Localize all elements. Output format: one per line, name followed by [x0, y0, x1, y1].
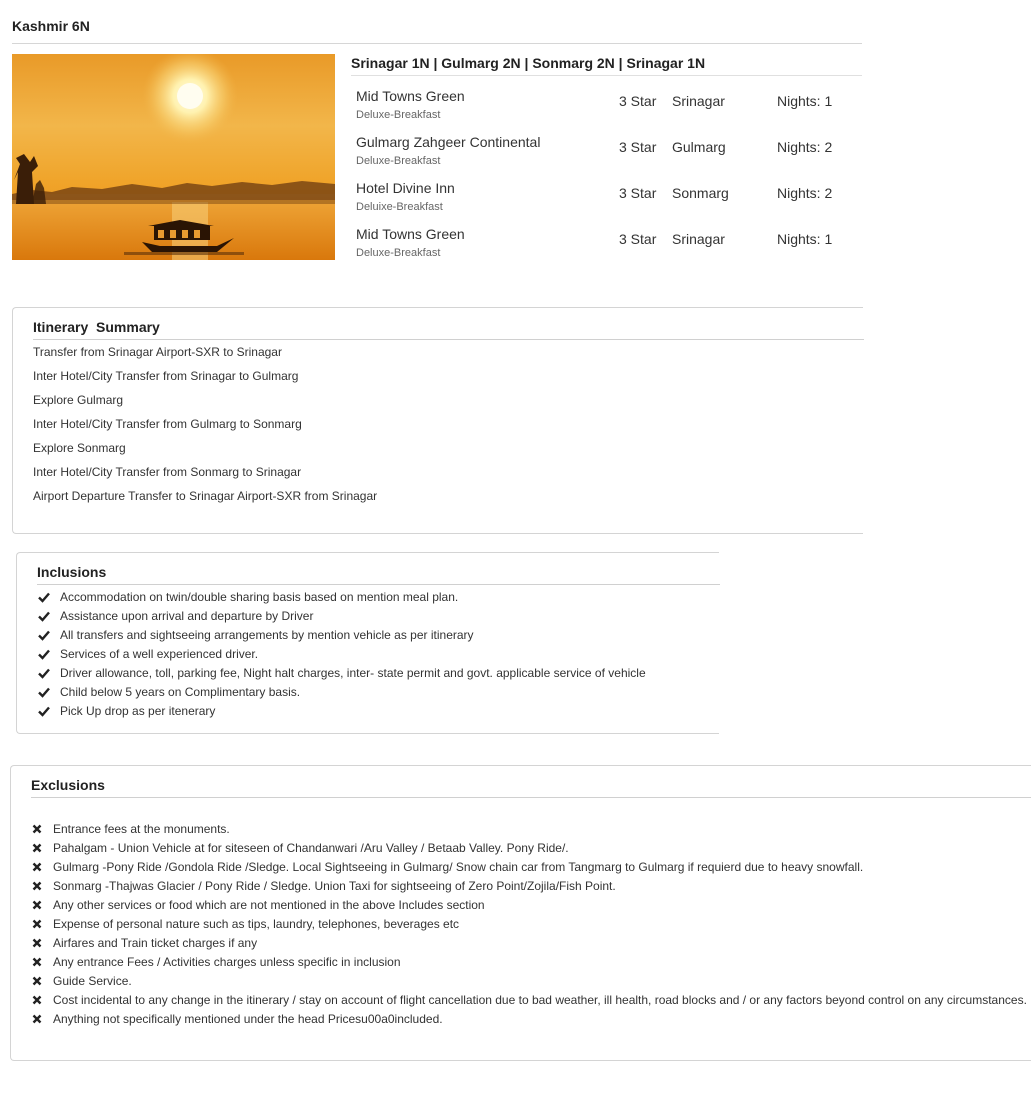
exclusion-text: Any other services or food which are not mentioned in the above Includes section	[53, 898, 485, 912]
itinerary-summary-panel	[12, 307, 863, 534]
exclusion-text: Guide Service.	[53, 974, 132, 988]
hotel-name: Hotel Divine Inn	[356, 180, 455, 196]
hotel-name: Gulmarg Zahgeer Continental	[356, 134, 541, 150]
cross-icon	[31, 918, 43, 930]
check-icon	[38, 705, 50, 717]
exclusion-text: Expense of personal nature such as tips, laundry, telephones, beverages etc	[53, 917, 460, 931]
check-icon	[38, 591, 50, 603]
inclusion-text: Driver allowance, toll, parking fee, Night halt charges, inter- state permit and govt. applicable service of vehicle	[60, 666, 646, 680]
exclusion-text: Entrance fees at the monuments.	[53, 822, 230, 836]
hotel-row	[356, 134, 862, 178]
exclusion-text: Any entrance Fees / Activities charges unless specific in inclusion	[53, 955, 401, 969]
star-rating: 3 Star	[619, 93, 657, 109]
inclusions-divider	[37, 584, 720, 585]
exclusion-text: Gulmarg -Pony Ride /Gondola Ride /Sledge. Local Sightseeing in Gulmarg/ Snow chain car from Tangmarg to Gulmarg if requierd due to heavy snowfall.	[53, 860, 864, 874]
cross-icon	[31, 842, 43, 854]
itinerary-divider	[33, 339, 864, 340]
inclusions-title: Inclusions	[37, 564, 107, 580]
exclusions-title: Exclusions	[31, 777, 105, 793]
itinerary-item: Inter Hotel/City Transfer from Srinagar to Gulmarg	[33, 369, 299, 383]
itinerary-item: Explore Gulmarg	[33, 393, 124, 407]
meal-plan: Deluixe-Breakfast	[356, 201, 443, 213]
exclusions-panel	[10, 765, 1031, 1061]
exclusions-divider	[31, 797, 1031, 798]
hotel-city: Sonmarg	[672, 185, 729, 201]
cross-icon	[31, 899, 43, 911]
hotel-name: Mid Towns Green	[356, 88, 465, 104]
itinerary-item: Explore Sonmarg	[33, 441, 126, 455]
hotel-nights: Nights: 1	[777, 93, 833, 109]
cross-icon	[31, 880, 43, 892]
route-divider	[351, 75, 862, 76]
exclusion-text: Airfares and Train ticket charges if any	[53, 936, 258, 950]
itinerary-item: Transfer from Srinagar Airport-SXR to Srinagar	[33, 345, 282, 359]
inclusion-text: Services of a well experienced driver.	[60, 647, 259, 661]
itinerary-item: Airport Departure Transfer to Srinagar Airport-SXR from Srinagar	[33, 489, 378, 503]
hotel-nights: Nights: 2	[777, 139, 833, 155]
cross-icon	[31, 994, 43, 1006]
check-icon	[38, 686, 50, 698]
hotel-city: Srinagar	[672, 93, 725, 109]
cross-icon	[31, 1013, 43, 1025]
inclusion-text: Pick Up drop as per itenerary	[60, 704, 216, 718]
meal-plan: Deluxe-Breakfast	[356, 247, 441, 259]
exclusion-text: Cost incidental to any change in the itinerary / stay on account of flight cancellation due to bad weather, ill health, road blocks and / or any factors beyond control on any circumstances.	[53, 993, 1027, 1007]
inclusion-text: Assistance upon arrival and departure by Driver	[60, 609, 314, 623]
check-icon	[38, 667, 50, 679]
inclusion-text: Accommodation on twin/double sharing basis based on mention meal plan.	[60, 590, 459, 604]
cross-icon	[31, 956, 43, 968]
hotel-city: Gulmarg	[672, 139, 726, 155]
cross-icon	[31, 937, 43, 949]
itinerary-item: Inter Hotel/City Transfer from Sonmarg to Srinagar	[33, 465, 302, 479]
cross-icon	[31, 861, 43, 873]
hotel-nights: Nights: 1	[777, 231, 833, 247]
hotel-name: Mid Towns Green	[356, 226, 465, 242]
itinerary-item: Inter Hotel/City Transfer from Gulmarg to Sonmarg	[33, 417, 302, 431]
exclusion-text: Sonmarg -Thajwas Glacier / Pony Ride / Sledge. Union Taxi for sightseeing of Zero Point/Zojila/Fish Point.	[53, 879, 616, 893]
check-icon	[38, 610, 50, 622]
meal-plan: Deluxe-Breakfast	[356, 109, 441, 121]
route-summary: Srinagar 1N | Gulmarg 2N | Sonmarg 2N | Srinagar 1N	[351, 55, 706, 71]
star-rating: 3 Star	[619, 139, 657, 155]
cross-icon	[31, 823, 43, 835]
inclusion-text: Child below 5 years on Complimentary basis.	[60, 685, 301, 699]
exclusion-text: Pahalgam - Union Vehicle at for siteseen of Chandanwari /Aru Valley / Betaab Valley. Pony Ride/.	[53, 841, 569, 855]
meal-plan: Deluxe-Breakfast	[356, 155, 441, 167]
cross-icon	[31, 975, 43, 987]
hotel-nights: Nights: 2	[777, 185, 833, 201]
inclusions-panel	[16, 552, 719, 734]
package-title: Kashmir 6N	[12, 18, 90, 34]
check-icon	[38, 629, 50, 641]
check-icon	[38, 648, 50, 660]
itinerary-title: Itinerary Summary	[33, 319, 160, 335]
hotel-row	[356, 88, 862, 132]
title-divider	[12, 43, 862, 44]
star-rating: 3 Star	[619, 231, 657, 247]
hotel-city: Srinagar	[672, 231, 725, 247]
sunset-lake-photo	[12, 54, 335, 260]
exclusion-text: Anything not specifically mentioned under the head Pricesu00a0included.	[53, 1012, 443, 1026]
star-rating: 3 Star	[619, 185, 657, 201]
inclusion-text: All transfers and sightseeing arrangements by mention vehicle as per itinerary	[60, 628, 474, 642]
hotel-row	[356, 180, 862, 224]
hotel-row	[356, 226, 862, 270]
